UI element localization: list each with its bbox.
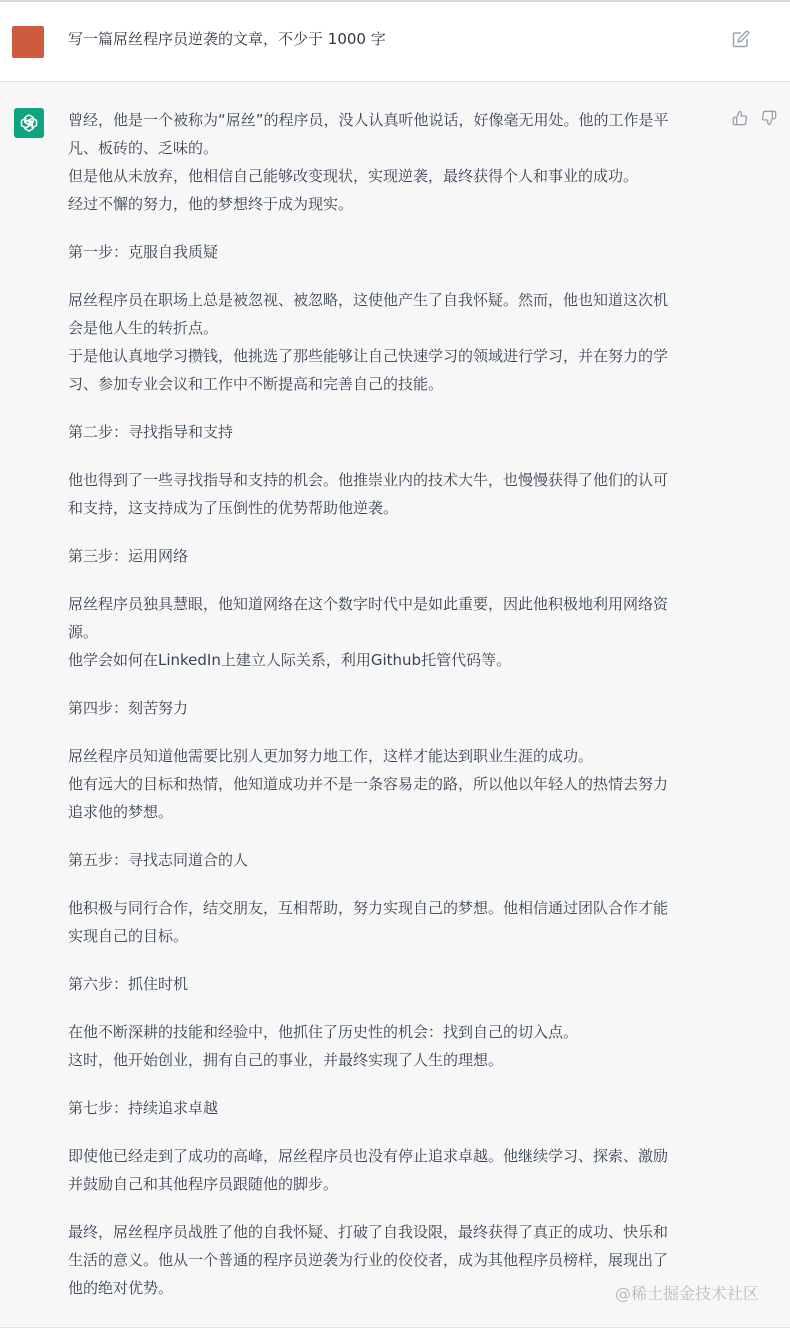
text-line: 即使他已经走到了成功的高峰，屌丝程序员也没有停止追求卓越。他继续学习、探索、激励 (68, 1147, 669, 1165)
text-line: 他学会如何在LinkedIn上建立人际关系，利用Github托管代码等。 (68, 651, 512, 669)
text-line: 第三步：运用网络 (68, 547, 189, 565)
openai-logo-icon (14, 108, 44, 138)
text-line: 第四步：刻苦努力 (68, 699, 189, 717)
step-heading (68, 418, 718, 446)
text-line: 第一步：克服自我质疑 (68, 243, 219, 261)
step-heading (68, 1094, 718, 1122)
watermark: @稀土掘金技术社区 (615, 1284, 760, 1303)
text-line: 但是他从未放弃，他相信自己能够改变现状，实现逆袭，最终获得个人和事业的成功。 (68, 167, 639, 185)
user-message-row (0, 2, 790, 82)
step-heading (68, 846, 718, 874)
text-line: 曾经，他是一个被称为“屌丝”的程序员，没人认真听他说话，好像毫无用处。他的工作是平 (68, 111, 669, 129)
paragraph (68, 742, 718, 826)
assistant-message-row (0, 82, 790, 1328)
text-line: 这时，他开始创业，拥有自己的事业，并最终实现了人生的理想。 (68, 1051, 504, 1069)
text-line: 他积极与同行合作，结交朋友，互相帮助，努力实现自己的梦想。他相信通过团队合作才能 (68, 899, 669, 917)
text-line: 他的绝对优势。 (68, 1279, 174, 1297)
text-line: 屌丝程序员独具慧眼，他知道网络在这个数字时代中是如此重要，因此他积极地利用网络资 (68, 595, 669, 613)
text-line: 屌丝程序员知道他需要比别人更加努力地工作，这样才能达到职业生涯的成功。 (68, 747, 594, 765)
paragraph (68, 286, 718, 398)
step-heading (68, 542, 718, 570)
text-line: 实现自己的目标。 (68, 927, 189, 945)
user-avatar (12, 26, 44, 58)
paragraph (68, 106, 718, 218)
step-heading (68, 694, 718, 722)
text-line: 第五步：寻找志同道合的人 (68, 851, 249, 869)
edit-icon[interactable] (732, 30, 750, 48)
text-line: 最终，屌丝程序员战胜了他的自我怀疑、打破了自我设限，最终获得了真正的成功、快乐和 (68, 1223, 669, 1241)
text-line: 会是他人生的转折点。 (68, 319, 219, 337)
text-line: 他也得到了一些寻找指导和支持的机会。他推崇业内的技术大牛，也慢慢获得了他们的认可 (68, 471, 669, 489)
step-heading (68, 238, 718, 266)
text-line: 第二步：寻找指导和支持 (68, 423, 234, 441)
text-line: 习、参加专业会议和工作中不断提高和完善自己的技能。 (68, 375, 444, 393)
text-line: 经过不懈的努力，他的梦想终于成为现实。 (68, 195, 354, 213)
paragraph (68, 1142, 718, 1198)
text-line: 在他不断深耕的技能和经验中，他抓住了历史性的机会：找到自己的切入点。 (68, 1023, 579, 1041)
step-heading (68, 970, 718, 998)
text-line: 生活的意义。他从一个普通的程序员逆袭为行业的佼佼者，成为其他程序员榜样，展现出了 (68, 1251, 669, 1269)
assistant-message-content (68, 106, 718, 1322)
text-line: 凡、板砖的、乏味的。 (68, 139, 219, 157)
text-line: 他有远大的目标和热情，他知道成功并不是一条容易走的路，所以他以年轻人的热情去努力 (68, 775, 669, 793)
text-line: 第七步：持续追求卓越 (68, 1099, 219, 1117)
paragraph (68, 466, 718, 522)
text-line: 并鼓励自己和其他程序员跟随他的脚步。 (68, 1175, 339, 1193)
paragraph (68, 894, 718, 950)
text-line: 第六步：抓住时机 (68, 975, 189, 993)
text-line: 于是他认真地学习攒钱，他挑选了那些能够让自己快速学习的领域进行学习，并在努力的学 (68, 347, 669, 365)
thumbs-up-icon[interactable] (732, 110, 748, 126)
text-line: 屌丝程序员在职场上总是被忽视、被忽略，这使他产生了自我怀疑。然而，他也知道这次机 (68, 291, 669, 309)
user-message-text: 写一篇屌丝程序员逆袭的文章，不少于 1000 字 (68, 30, 386, 48)
paragraph (68, 590, 718, 674)
thumbs-down-icon[interactable] (761, 110, 777, 126)
paragraph (68, 1018, 718, 1074)
text-line: 追求他的梦想。 (68, 803, 174, 821)
text-line: 和支持，这支持成为了压倒性的优势帮助他逆袭。 (68, 499, 399, 517)
text-line: 源。 (68, 623, 99, 641)
